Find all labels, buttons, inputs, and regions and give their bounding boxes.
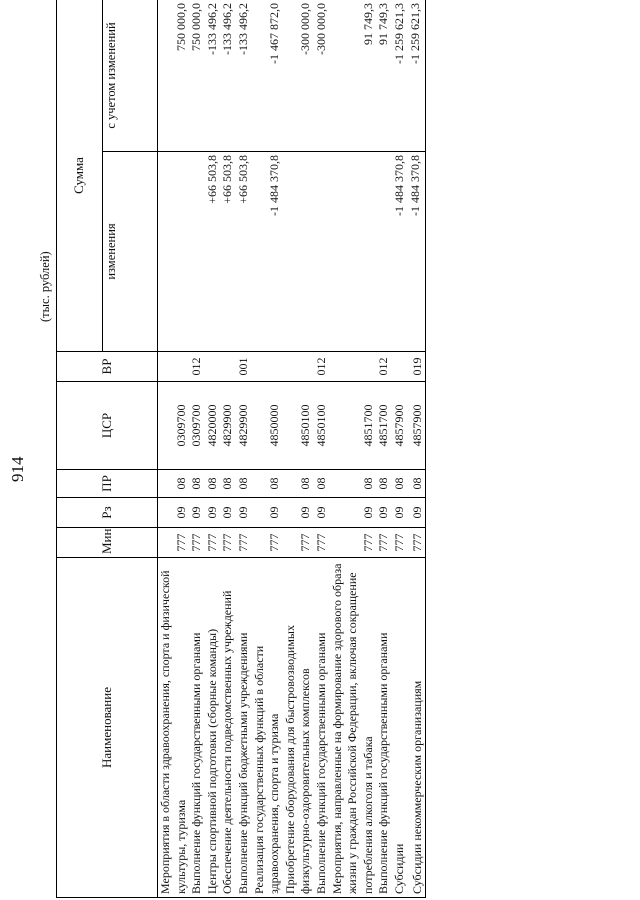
cell-rz: 09: [330, 498, 377, 528]
cell-pr: 08: [283, 470, 314, 498]
cell-vr: 012: [189, 352, 205, 382]
cell-change: -1 484 370,8: [392, 152, 408, 352]
cell-total: -1 259 621,3: [392, 0, 408, 152]
header-vr: ВР: [57, 352, 158, 382]
cell-rz: 09: [220, 498, 236, 528]
cell-name: Приобретение оборудования для быстровозводимых физкультурно-оздоровительных комплексов: [283, 558, 314, 898]
cell-name: Центры спортивной подготовки (сборные команды): [205, 558, 221, 898]
cell-rz: 09: [283, 498, 314, 528]
cell-pr: 08: [408, 470, 426, 498]
table-row: [376, 0, 392, 898]
table-row: [392, 0, 408, 898]
cell-name: Обеспечение деятельности подведомственных учреждений: [220, 558, 236, 898]
cell-rz: 09: [314, 498, 330, 528]
table-row: [158, 0, 190, 898]
cell-name: Выполнение функций бюджетными учреждениями: [236, 558, 252, 898]
cell-total: -300 000,0: [283, 0, 314, 152]
cell-min: 777: [189, 528, 205, 558]
cell-pr: 08: [330, 470, 377, 498]
cell-name: Мероприятия, направленные на формирование здорового образа жизни у граждан Российской Федерации, включая сокращение потребления алкоголя и табака: [330, 558, 377, 898]
cell-vr: 001: [236, 352, 252, 382]
cell-vr: [283, 352, 314, 382]
cell-total: -1 259 621,3: [408, 0, 426, 152]
cell-name: Выполнение функций государственными органами: [376, 558, 392, 898]
table-row: [205, 0, 221, 898]
cell-change: [158, 152, 190, 352]
cell-min: 777: [314, 528, 330, 558]
cell-csr: 4851700: [376, 382, 392, 470]
cell-total: 91 749,3: [376, 0, 392, 152]
cell-csr: 4820000: [205, 382, 221, 470]
cell-csr: 4829900: [220, 382, 236, 470]
cell-pr: 08: [220, 470, 236, 498]
cell-rz: 09: [392, 498, 408, 528]
cell-pr: 08: [376, 470, 392, 498]
cell-min: 777: [330, 528, 377, 558]
cell-name: Выполнение функций государственными органами: [314, 558, 330, 898]
cell-change: +66 503,8: [205, 152, 221, 352]
page-number: 914: [8, 456, 27, 482]
cell-total: -300 000,0: [314, 0, 330, 152]
cell-change: [283, 152, 314, 352]
table-row: [330, 0, 377, 898]
cell-total: 91 749,3: [330, 0, 377, 152]
cell-pr: 08: [158, 470, 190, 498]
table-row: [220, 0, 236, 898]
cell-vr: [252, 352, 283, 382]
cell-total: 750 000,0: [189, 0, 205, 152]
cell-rz: 09: [189, 498, 205, 528]
cell-change: +66 503,8: [236, 152, 252, 352]
cell-vr: 012: [376, 352, 392, 382]
cell-vr: [392, 352, 408, 382]
cell-pr: 08: [189, 470, 205, 498]
cell-change: -1 484 370,8: [252, 152, 283, 352]
cell-total: -133 496,2: [236, 0, 252, 152]
cell-min: 777: [205, 528, 221, 558]
cell-change: [314, 152, 330, 352]
cell-change: [330, 152, 377, 352]
cell-change: -1 484 370,8: [408, 152, 426, 352]
table-row: [283, 0, 314, 898]
cell-change: +66 503,8: [220, 152, 236, 352]
header-changes: изменения: [103, 152, 158, 352]
table-body: [158, 0, 426, 898]
cell-min: 777: [408, 528, 426, 558]
cell-name: Субсидии: [392, 558, 408, 898]
cell-csr: 4850100: [283, 382, 314, 470]
table-row: [236, 0, 252, 898]
cell-total: -1 467 872,0: [252, 0, 283, 152]
cell-total: -133 496,2: [205, 0, 221, 152]
header-with-changes: с учетом изменений: [103, 0, 158, 152]
cell-rz: 09: [376, 498, 392, 528]
table-row: [252, 0, 283, 898]
units-label: (тыс. рублей): [38, 251, 52, 322]
cell-pr: 08: [314, 470, 330, 498]
cell-csr: 0309700: [158, 382, 190, 470]
cell-pr: 08: [205, 470, 221, 498]
table-row: [314, 0, 330, 898]
cell-name: Выполнение функций государственными органами: [189, 558, 205, 898]
header-sum: Сумма: [57, 0, 103, 352]
cell-min: 777: [236, 528, 252, 558]
cell-csr: 0309700: [189, 382, 205, 470]
cell-rz: 09: [408, 498, 426, 528]
cell-name: Реализация государственных функций в области здравоохранения, спорта и туризма: [252, 558, 283, 898]
cell-csr: 4829900: [236, 382, 252, 470]
cell-vr: [220, 352, 236, 382]
cell-total: -133 496,2: [220, 0, 236, 152]
cell-pr: 08: [252, 470, 283, 498]
header-name: Наименование: [57, 558, 158, 898]
cell-rz: 09: [205, 498, 221, 528]
header-min: Мин: [57, 528, 158, 558]
cell-min: 777: [283, 528, 314, 558]
cell-vr: [205, 352, 221, 382]
cell-name: Мероприятия в области здравоохранения, спорта и физической культуры, туризма: [158, 558, 190, 898]
cell-csr: 4857900: [408, 382, 426, 470]
cell-min: 777: [252, 528, 283, 558]
cell-min: 777: [220, 528, 236, 558]
cell-min: 777: [392, 528, 408, 558]
cell-pr: 08: [392, 470, 408, 498]
table-header: [57, 0, 158, 898]
cell-csr: 4850100: [314, 382, 330, 470]
cell-vr: [158, 352, 190, 382]
cell-vr: [330, 352, 377, 382]
cell-min: 777: [158, 528, 190, 558]
cell-rz: 09: [252, 498, 283, 528]
cell-total: 750 000,0: [158, 0, 190, 152]
header-csr: ЦСР: [57, 382, 158, 470]
budget-table: [56, 0, 426, 898]
cell-vr: 019: [408, 352, 426, 382]
cell-vr: 012: [314, 352, 330, 382]
header-rz: Рз: [57, 498, 158, 528]
header-pr: ПР: [57, 470, 158, 498]
cell-csr: 4850000: [252, 382, 283, 470]
cell-pr: 08: [236, 470, 252, 498]
cell-rz: 09: [158, 498, 190, 528]
cell-name: Субсидии некоммерческим организациям: [408, 558, 426, 898]
cell-csr: 4851700: [330, 382, 377, 470]
cell-min: 777: [376, 528, 392, 558]
table-row: [189, 0, 205, 898]
cell-csr: 4857900: [392, 382, 408, 470]
cell-change: [189, 152, 205, 352]
table-row: [408, 0, 426, 898]
cell-change: [376, 152, 392, 352]
cell-rz: 09: [236, 498, 252, 528]
